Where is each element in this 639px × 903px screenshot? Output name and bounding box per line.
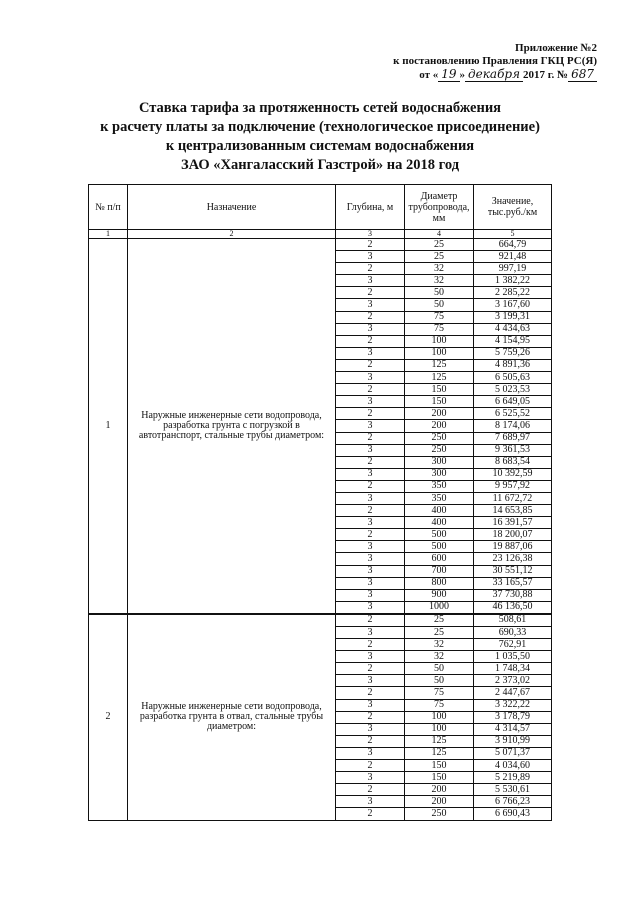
value-cell: 14 653,85: [474, 505, 552, 517]
value-cell: 2 373,02: [474, 675, 552, 687]
title-line-1: Ставка тарифа за протяженность сетей водоснабжения: [138, 100, 502, 116]
diameter-cell: 32: [405, 275, 474, 287]
diameter-cell: 350: [405, 480, 474, 492]
column-number: 3: [336, 230, 405, 239]
diameter-cell: 500: [405, 541, 474, 553]
depth-cell: 2: [336, 735, 405, 747]
tariff-table: [88, 184, 552, 821]
group-index: 1: [89, 239, 128, 614]
diameter-cell: 75: [405, 687, 474, 699]
value-cell: 3 910,99: [474, 735, 552, 747]
diameter-cell: 50: [405, 299, 474, 311]
header-num: № п/п: [89, 185, 128, 230]
diameter-cell: 150: [405, 384, 474, 396]
depth-cell: 2: [336, 263, 405, 275]
table-header-row: [89, 185, 552, 230]
value-cell: 30 551,12: [474, 565, 552, 577]
diameter-cell: 400: [405, 505, 474, 517]
depth-cell: 2: [336, 432, 405, 444]
column-number: 4: [405, 230, 474, 239]
depth-cell: 3: [336, 420, 405, 432]
diameter-cell: 100: [405, 723, 474, 735]
diameter-cell: 100: [405, 335, 474, 347]
diameter-cell: 350: [405, 492, 474, 504]
value-cell: 10 392,59: [474, 468, 552, 480]
depth-cell: 2: [336, 639, 405, 651]
value-cell: 5 759,26: [474, 347, 552, 359]
diameter-cell: 50: [405, 663, 474, 675]
table-body: [89, 239, 552, 821]
depth-cell: 3: [336, 251, 405, 263]
value-cell: 11 672,72: [474, 492, 552, 504]
depth-cell: 2: [336, 505, 405, 517]
value-cell: 1 748,34: [474, 663, 552, 675]
value-cell: 5 071,37: [474, 747, 552, 759]
group-name: Наружные инженерные сети водопровода, разработка грунта в отвал, стальные трубы диаметром:: [128, 614, 336, 820]
header-diameter: Диаметр трубопровода, мм: [405, 185, 474, 230]
diameter-cell: 300: [405, 468, 474, 480]
header-name: Назначение: [128, 185, 336, 230]
value-cell: 8 683,54: [474, 456, 552, 468]
depth-cell: 2: [336, 784, 405, 796]
appendix-title: Приложение №2: [515, 42, 597, 54]
depth-cell: 2: [336, 687, 405, 699]
depth-cell: 2: [336, 808, 405, 820]
depth-cell: 3: [336, 601, 405, 614]
diameter-cell: 800: [405, 577, 474, 589]
diameter-cell: 300: [405, 456, 474, 468]
diameter-cell: 700: [405, 565, 474, 577]
value-cell: 46 136,50: [474, 601, 552, 614]
depth-cell: 3: [336, 444, 405, 456]
value-cell: 5 219,89: [474, 772, 552, 784]
column-number: 5: [474, 230, 552, 239]
value-cell: 1 382,22: [474, 275, 552, 287]
depth-cell: 3: [336, 675, 405, 687]
diameter-cell: 400: [405, 517, 474, 529]
diameter-cell: 125: [405, 747, 474, 759]
value-cell: 16 391,57: [474, 517, 552, 529]
diameter-cell: 900: [405, 589, 474, 601]
column-number: 1: [89, 230, 128, 239]
value-cell: 1 035,50: [474, 651, 552, 663]
column-number-row: [89, 230, 552, 239]
value-cell: 5 023,53: [474, 384, 552, 396]
depth-cell: 2: [336, 614, 405, 627]
value-cell: 3 167,60: [474, 299, 552, 311]
value-cell: 6 525,52: [474, 408, 552, 420]
depth-cell: 3: [336, 577, 405, 589]
header-value: Значение, тыс.руб./км: [474, 185, 552, 230]
depth-cell: 2: [336, 384, 405, 396]
value-cell: 4 154,95: [474, 335, 552, 347]
value-cell: 6 649,05: [474, 396, 552, 408]
diameter-cell: 25: [405, 251, 474, 263]
depth-cell: 3: [336, 627, 405, 639]
diameter-cell: 200: [405, 408, 474, 420]
value-cell: 6 505,63: [474, 372, 552, 384]
value-cell: 23 126,38: [474, 553, 552, 565]
value-cell: 6 690,43: [474, 808, 552, 820]
depth-cell: 2: [336, 711, 405, 723]
depth-cell: 2: [336, 480, 405, 492]
appendix-block: [393, 42, 597, 82]
value-cell: 4 034,60: [474, 760, 552, 772]
diameter-cell: 150: [405, 760, 474, 772]
value-cell: 2 285,22: [474, 287, 552, 299]
diameter-cell: 100: [405, 711, 474, 723]
depth-cell: 3: [336, 541, 405, 553]
appendix-month: декабря: [465, 67, 523, 82]
diameter-cell: 25: [405, 627, 474, 639]
value-cell: 690,33: [474, 627, 552, 639]
group-name: Наружные инженерные сети водопровода, разработка грунта с погрузкой в автотранспорт, стальные трубы диаметром:: [128, 239, 336, 614]
column-number: 2: [128, 230, 336, 239]
depth-cell: 3: [336, 747, 405, 759]
depth-cell: 3: [336, 565, 405, 577]
value-cell: 37 730,88: [474, 589, 552, 601]
diameter-cell: 250: [405, 808, 474, 820]
value-cell: 2 447,67: [474, 687, 552, 699]
diameter-cell: 100: [405, 347, 474, 359]
depth-cell: 3: [336, 396, 405, 408]
depth-cell: 3: [336, 492, 405, 504]
appendix-date-line: [393, 68, 597, 82]
appendix-number: 687: [568, 67, 597, 82]
depth-cell: 3: [336, 723, 405, 735]
depth-cell: 3: [336, 589, 405, 601]
value-cell: 4 314,57: [474, 723, 552, 735]
value-cell: 6 766,23: [474, 796, 552, 808]
depth-cell: 2: [336, 359, 405, 371]
value-cell: 3 178,79: [474, 711, 552, 723]
diameter-cell: 1000: [405, 601, 474, 614]
diameter-cell: 25: [405, 239, 474, 251]
depth-cell: 2: [336, 311, 405, 323]
depth-cell: 3: [336, 517, 405, 529]
value-cell: 33 165,57: [474, 577, 552, 589]
diameter-cell: 32: [405, 263, 474, 275]
appendix-year: 2017 г. №: [523, 69, 569, 81]
depth-cell: 3: [336, 699, 405, 711]
depth-cell: 3: [336, 299, 405, 311]
depth-cell: 3: [336, 651, 405, 663]
diameter-cell: 50: [405, 287, 474, 299]
tariff-table-wrapper: [88, 184, 551, 821]
diameter-cell: 200: [405, 784, 474, 796]
diameter-cell: 50: [405, 675, 474, 687]
depth-cell: 2: [336, 239, 405, 251]
depth-cell: 2: [336, 529, 405, 541]
depth-cell: 3: [336, 796, 405, 808]
value-cell: 997,19: [474, 263, 552, 275]
appendix-resolution: к постановлению Правления ГКЦ РС(Я): [393, 55, 597, 67]
value-cell: 8 174,06: [474, 420, 552, 432]
value-cell: 3 199,31: [474, 311, 552, 323]
diameter-cell: 250: [405, 432, 474, 444]
diameter-cell: 500: [405, 529, 474, 541]
depth-cell: 3: [336, 468, 405, 480]
value-cell: 3 322,22: [474, 699, 552, 711]
depth-cell: 2: [336, 663, 405, 675]
appendix-from-label: от «: [419, 69, 439, 81]
depth-cell: 3: [336, 275, 405, 287]
depth-cell: 2: [336, 408, 405, 420]
value-cell: 5 530,61: [474, 784, 552, 796]
value-cell: 921,48: [474, 251, 552, 263]
diameter-cell: 200: [405, 796, 474, 808]
depth-cell: 2: [336, 335, 405, 347]
depth-cell: 3: [336, 323, 405, 335]
depth-cell: 3: [336, 347, 405, 359]
table-row: [89, 239, 552, 251]
header-depth: Глубина, м: [336, 185, 405, 230]
diameter-cell: 75: [405, 311, 474, 323]
table-row: [89, 614, 552, 627]
diameter-cell: 25: [405, 614, 474, 627]
diameter-cell: 125: [405, 372, 474, 384]
depth-cell: 2: [336, 456, 405, 468]
diameter-cell: 150: [405, 772, 474, 784]
value-cell: 508,61: [474, 614, 552, 627]
depth-cell: 3: [336, 553, 405, 565]
title-line-4: ЗАО «Хангаласский Газстрой» на 2018 год: [180, 157, 460, 173]
diameter-cell: 75: [405, 323, 474, 335]
depth-cell: 3: [336, 372, 405, 384]
appendix-mid: »: [459, 69, 466, 81]
diameter-cell: 150: [405, 396, 474, 408]
appendix-day: 19: [438, 67, 459, 82]
value-cell: 9 361,53: [474, 444, 552, 456]
value-cell: 762,91: [474, 639, 552, 651]
diameter-cell: 200: [405, 420, 474, 432]
diameter-cell: 125: [405, 359, 474, 371]
depth-cell: 3: [336, 772, 405, 784]
diameter-cell: 32: [405, 651, 474, 663]
value-cell: 7 689,97: [474, 432, 552, 444]
depth-cell: 2: [336, 760, 405, 772]
diameter-cell: 75: [405, 699, 474, 711]
page-bottom-margin: [0, 866, 639, 903]
value-cell: 19 887,06: [474, 541, 552, 553]
value-cell: 9 957,92: [474, 480, 552, 492]
diameter-cell: 125: [405, 735, 474, 747]
group-index: 2: [89, 614, 128, 820]
document-title: [60, 99, 580, 175]
diameter-cell: 32: [405, 639, 474, 651]
value-cell: 664,79: [474, 239, 552, 251]
value-cell: 18 200,07: [474, 529, 552, 541]
diameter-cell: 250: [405, 444, 474, 456]
value-cell: 4 434,63: [474, 323, 552, 335]
depth-cell: 2: [336, 287, 405, 299]
value-cell: 4 891,36: [474, 359, 552, 371]
diameter-cell: 600: [405, 553, 474, 565]
title-line-2: к расчету платы за подключение (технологическое присоединение): [100, 119, 540, 135]
title-line-3: к централизованным системам водоснабжения: [165, 138, 475, 154]
